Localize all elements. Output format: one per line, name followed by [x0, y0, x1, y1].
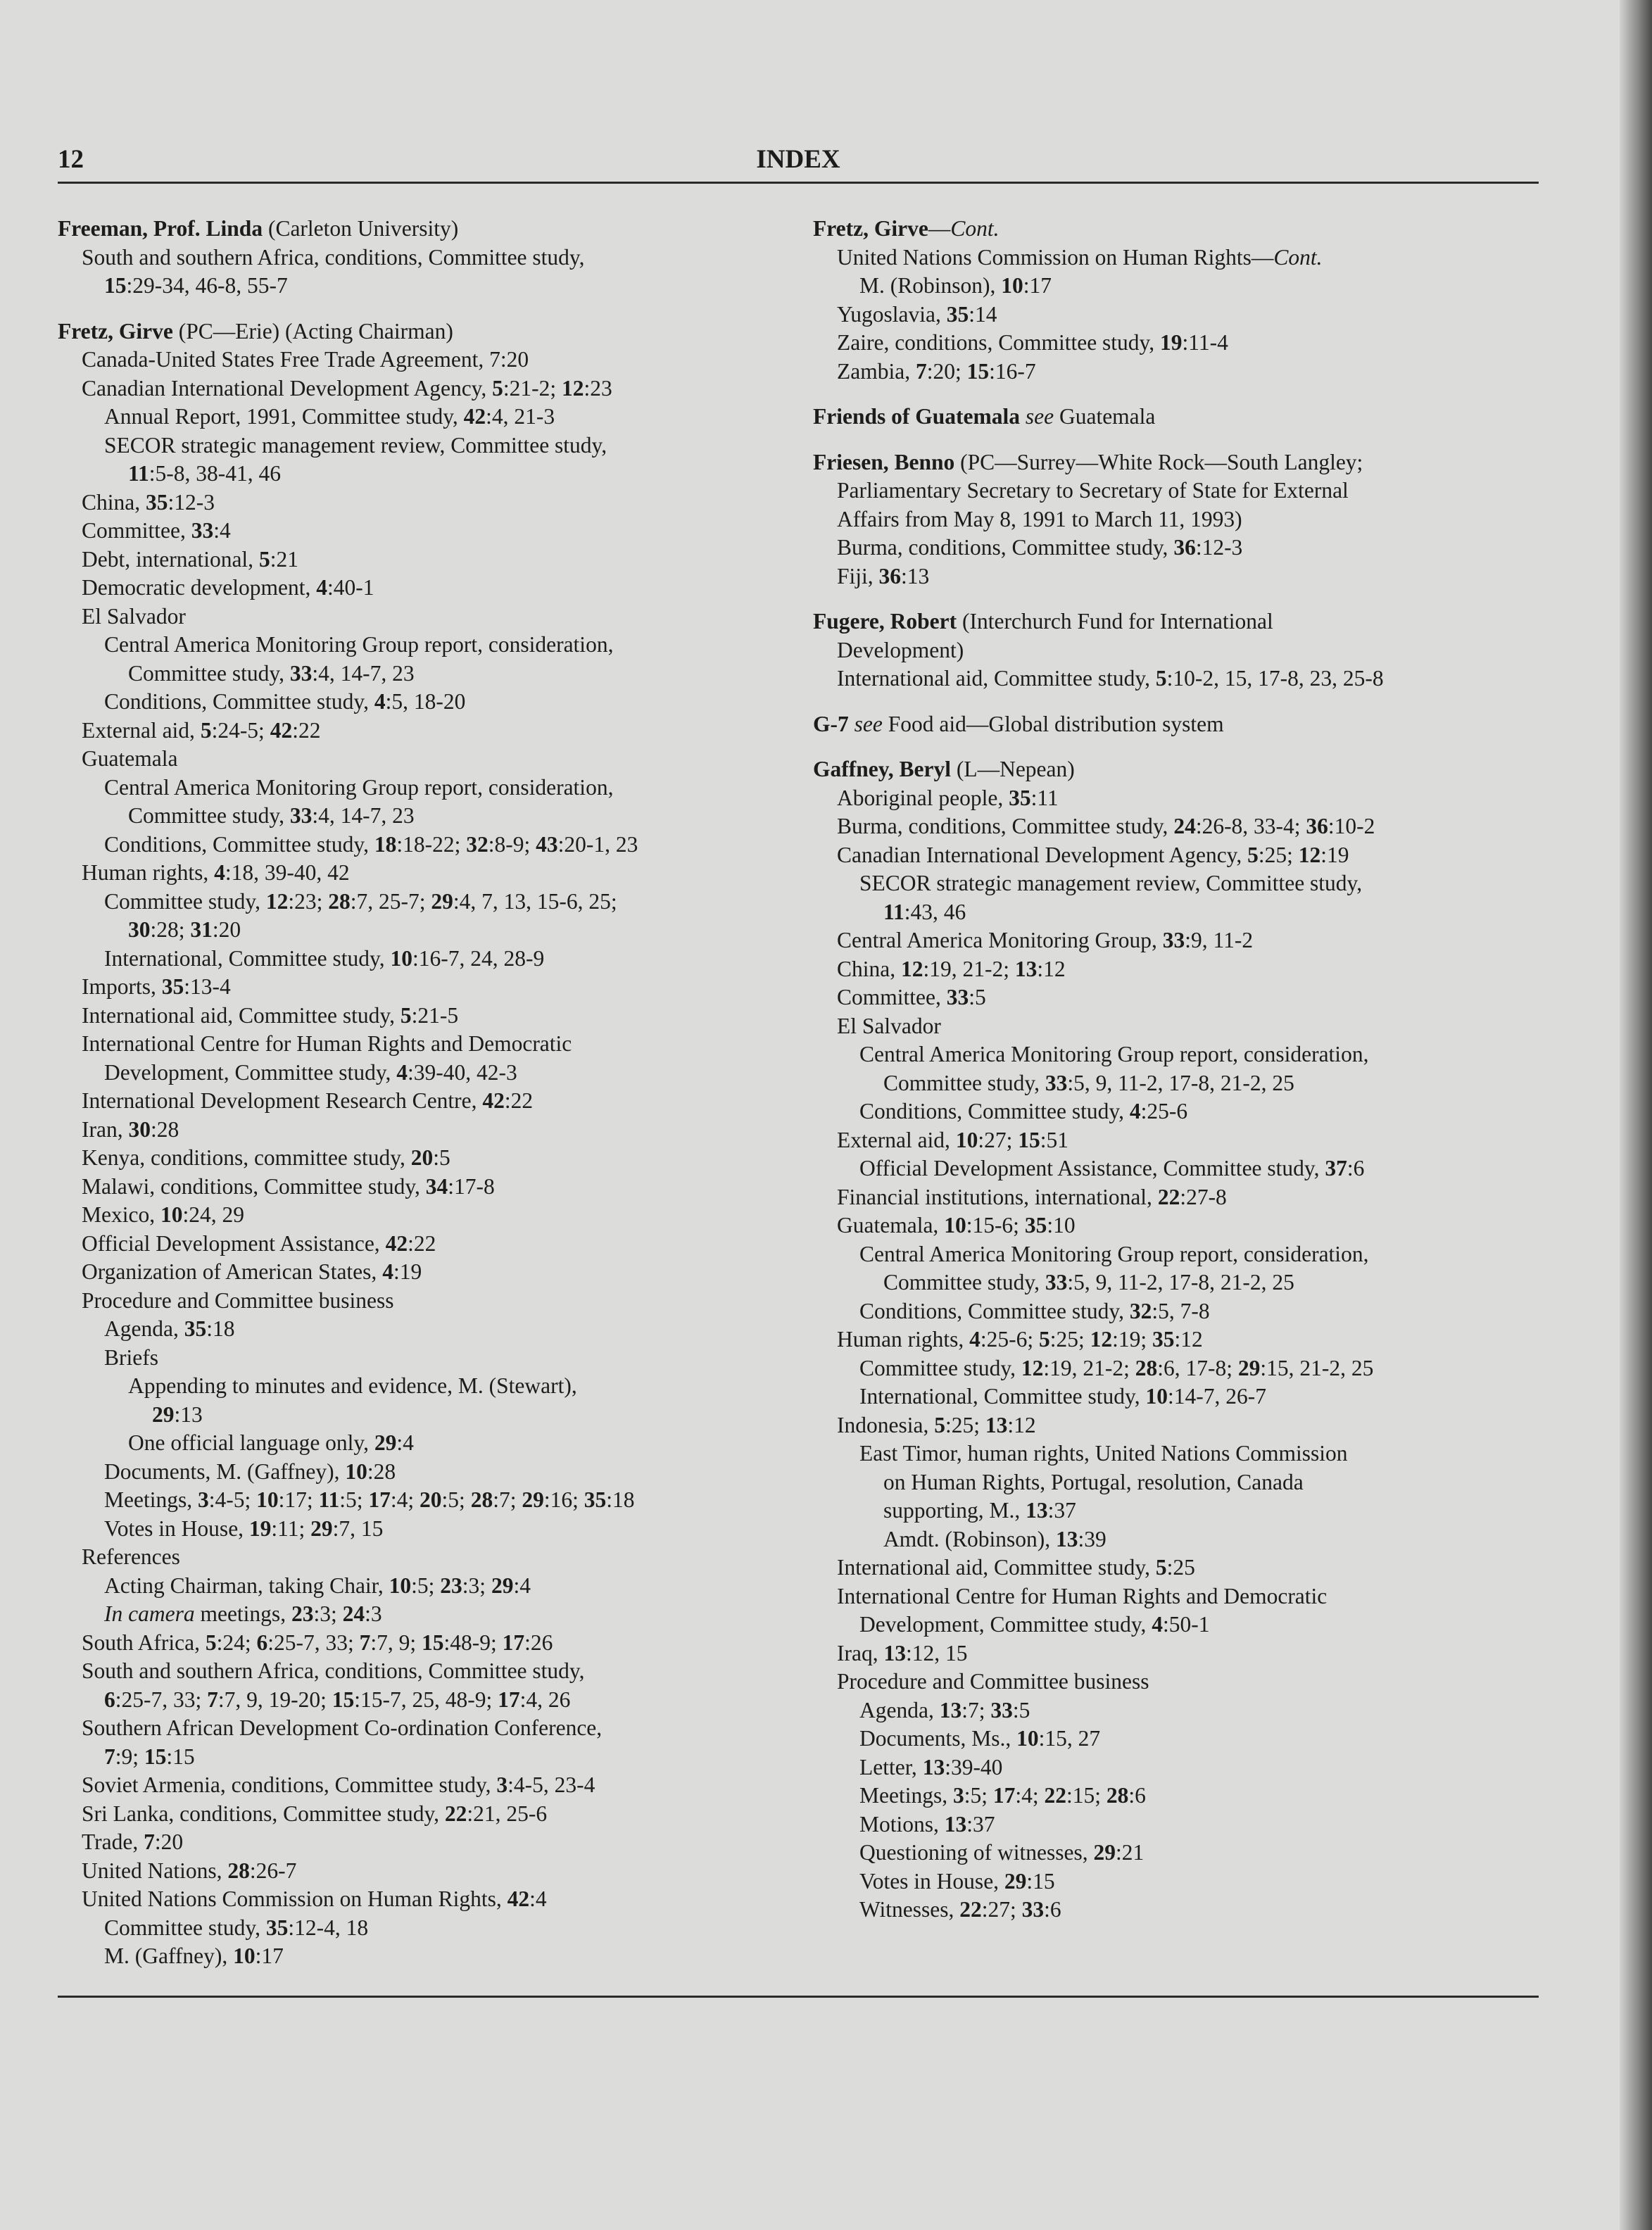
index-subentry-line: References: [82, 1544, 180, 1569]
index-subentry-line: supporting, M., 13:37: [883, 1498, 1076, 1523]
index-subentry-line: Development): [837, 637, 964, 662]
index-heading-line: Friesen, Benno (PC—Surrey—White Rock—South Langley;: [813, 449, 1363, 474]
index-heading-line: Fretz, Girve (PC—Erie) (Acting Chairman): [58, 318, 453, 344]
header-rule: [58, 182, 1539, 184]
index-subentry-line: Affairs from May 8, 1991 to March 11, 1993): [837, 506, 1242, 531]
index-subentry-line: 11:43, 46: [883, 899, 966, 924]
index-subentry-line: Committee, 33:5: [837, 985, 986, 1009]
index-subentry-line: Canadian International Development Agency, 5:21-2; 12:23: [82, 375, 612, 401]
index-entry: [58, 215, 783, 301]
index-entry: [58, 317, 783, 1971]
index-subentry-line: International aid, Committee study, 5:10-2, 15, 17-8, 23, 25-8: [837, 666, 1384, 691]
index-subentry-line: Soviet Armenia, conditions, Committee study, 3:4-5, 23-4: [82, 1772, 595, 1797]
page-number: 12: [58, 145, 84, 174]
index-subentry-line: Iraq, 13:12, 15: [837, 1640, 968, 1665]
index-heading-line: Friends of Guatemala see Guatemala: [813, 404, 1156, 429]
index-subentry-line: Fiji, 36:13: [837, 563, 930, 588]
index-subentry-line: 29:13: [152, 1401, 203, 1427]
index-subentry-line: Witnesses, 22:27; 33:6: [859, 1897, 1061, 1922]
index-subentry-line: Meetings, 3:5; 17:4; 22:15; 28:6: [859, 1783, 1146, 1808]
index-subentry-line: Democratic development, 4:40-1: [82, 575, 374, 600]
index-subentry-line: China, 12:19, 21-2; 13:12: [837, 956, 1066, 981]
index-subentry-line: Human rights, 4:18, 39-40, 42: [82, 860, 350, 885]
index-subentry-line: Briefs: [104, 1344, 158, 1370]
index-heading-line: G-7 see Food aid—Global distribution system: [813, 711, 1224, 736]
index-subentry-line: In camera meetings, 23:3; 24:3: [104, 1601, 382, 1626]
index-subentry-line: Agenda, 13:7; 33:5: [859, 1697, 1030, 1722]
index-subentry-line: Conditions, Committee study, 18:18-22; 32:8-9; 43:20-1, 23: [104, 831, 638, 857]
index-entry: [813, 403, 1538, 431]
index-subentry-line: 30:28; 31:20: [128, 917, 241, 942]
index-subentry-line: International aid, Committee study, 5:21-5: [82, 1002, 459, 1028]
index-column-right: [813, 215, 1538, 1941]
index-subentry-line: Guatemala, 10:15-6; 35:10: [837, 1213, 1076, 1237]
index-subentry-line: Yugoslavia, 35:14: [837, 301, 997, 327]
index-subentry-line: Central America Monitoring Group report, consideration,: [104, 632, 614, 657]
index-subentry-line: Burma, conditions, Committee study, 24:26-8, 33-4; 36:10-2: [837, 814, 1375, 838]
index-heading-line: Gaffney, Beryl (L—Nepean): [813, 757, 1075, 781]
index-subentry-line: Official Development Assistance, Committee study, 37:6: [859, 1156, 1365, 1180]
index-subentry-line: M. (Gaffney), 10:17: [104, 1944, 284, 1968]
index-subentry-line: Letter, 13:39-40: [859, 1754, 1003, 1779]
index-subentry-line: 11:5-8, 38-41, 46: [128, 461, 281, 486]
index-entry: [813, 448, 1538, 591]
index-subentry-line: Canada-United States Free Trade Agreement, 7:20: [82, 347, 529, 372]
book-spine-shadow: [1620, 0, 1652, 2230]
index-subentry-line: 6:25-7, 33; 7:7, 9, 19-20; 15:15-7, 25, 48-9; 17:4, 26: [104, 1687, 571, 1712]
index-subentry-line: Committee study, 33:5, 9, 11-2, 17-8, 21-2, 25: [883, 1070, 1294, 1095]
index-subentry-line: Meetings, 3:4-5; 10:17; 11:5; 17:4; 20:5; 28:7; 29:16; 35:18: [104, 1487, 635, 1512]
index-subentry-line: Kenya, conditions, committee study, 20:5: [82, 1145, 450, 1170]
index-column-left: [58, 215, 783, 1988]
index-subentry-line: One official language only, 29:4: [128, 1430, 414, 1455]
index-subentry-line: Conditions, Committee study, 4:5, 18-20: [104, 689, 466, 714]
index-subentry-line: El Salvador: [837, 1013, 941, 1038]
index-subentry-line: International Centre for Human Rights and Democratic: [82, 1031, 572, 1056]
index-subentry-line: Committee study, 35:12-4, 18: [104, 1915, 369, 1940]
index-subentry-line: Committee, 33:4: [82, 518, 231, 543]
index-subentry-line: on Human Rights, Portugal, resolution, Canada: [883, 1469, 1304, 1494]
page-header: [58, 144, 1539, 179]
index-subentry-line: SECOR strategic management review, Committee study,: [859, 871, 1363, 895]
index-subentry-line: United Nations Commission on Human Rights, 42:4: [82, 1886, 547, 1911]
index-subentry-line: South and southern Africa, conditions, Committee study,: [82, 244, 585, 270]
index-subentry-line: South Africa, 5:24; 6:25-7, 33; 7:7, 9; 15:48-9; 17:26: [82, 1630, 553, 1655]
index-heading-line: Fugere, Robert (Interchurch Fund for International: [813, 609, 1273, 634]
index-subentry-line: Procedure and Committee business: [837, 1669, 1149, 1694]
index-subentry-line: Central America Monitoring Group report, consideration,: [104, 774, 614, 800]
index-subentry-line: Financial institutions, international, 22:27-8: [837, 1184, 1227, 1209]
index-entry: [813, 215, 1538, 386]
index-subentry-line: Central America Monitoring Group report, consideration,: [859, 1042, 1369, 1066]
index-subentry-line: Votes in House, 19:11; 29:7, 15: [104, 1516, 384, 1541]
footer-rule: [58, 1996, 1539, 1998]
index-subentry-line: Development, Committee study, 4:39-40, 42-3: [104, 1059, 517, 1085]
index-subentry-line: Organization of American States, 4:19: [82, 1259, 422, 1284]
index-entry: [813, 607, 1538, 693]
index-subentry-line: Southern African Development Co-ordination Conference,: [82, 1715, 603, 1740]
index-subentry-line: Indonesia, 5:25; 13:12: [837, 1412, 1036, 1437]
index-subentry-line: United Nations, 28:26-7: [82, 1858, 297, 1883]
index-subentry-line: Official Development Assistance, 42:22: [82, 1230, 436, 1256]
index-subentry-line: International, Committee study, 10:14-7, 26-7: [859, 1384, 1266, 1409]
index-subentry-line: International Centre for Human Rights and Democratic: [837, 1583, 1328, 1608]
index-subentry-line: China, 35:12-3: [82, 489, 215, 515]
index-subentry-line: Aboriginal people, 35:11: [837, 785, 1059, 810]
index-subentry-line: Committee study, 33:4, 14-7, 23: [128, 803, 415, 828]
index-subentry-line: External aid, 5:24-5; 42:22: [82, 717, 321, 743]
index-subentry-line: Motions, 13:37: [859, 1811, 995, 1837]
index-subentry-line: External aid, 10:27; 15:51: [837, 1127, 1068, 1152]
index-subentry-line: Committee study, 12:23; 28:7, 25-7; 29:4, 7, 13, 15-6, 25;: [104, 888, 617, 914]
index-subentry-line: Acting Chairman, taking Chair, 10:5; 23:3; 29:4: [104, 1573, 531, 1598]
index-subentry-line: Conditions, Committee study, 4:25-6: [859, 1099, 1188, 1123]
index-subentry-line: Zaire, conditions, Committee study, 19:11-4: [837, 330, 1228, 355]
index-subentry-line: Human rights, 4:25-6; 5:25; 12:19; 35:12: [837, 1327, 1203, 1352]
index-subentry-line: Debt, international, 5:21: [82, 546, 298, 572]
index-subentry-line: Votes in House, 29:15: [859, 1868, 1055, 1894]
index-subentry-line: Documents, Ms., 10:15, 27: [859, 1726, 1101, 1751]
index-subentry-line: Committee study, 12:19, 21-2; 28:6, 17-8; 29:15, 21-2, 25: [859, 1355, 1374, 1380]
index-subentry-line: East Timor, human rights, United Nations Commission: [859, 1441, 1348, 1466]
index-heading-line: Freeman, Prof. Linda (Carleton University): [58, 216, 459, 241]
index-subentry-line: Questioning of witnesses, 29:21: [859, 1840, 1145, 1865]
index-entry: [813, 755, 1538, 1925]
index-subentry-line: 7:9; 15:15: [104, 1744, 195, 1769]
index-subentry-line: Committee study, 33:4, 14-7, 23: [128, 660, 415, 686]
index-subentry-line: Central America Monitoring Group report, consideration,: [859, 1241, 1369, 1266]
index-subentry-line: Sri Lanka, conditions, Committee study, 22:21, 25-6: [82, 1801, 548, 1826]
index-subentry-line: Procedure and Committee business: [82, 1287, 394, 1313]
index-subentry-line: United Nations Commission on Human Rights—Cont.: [837, 244, 1323, 270]
index-subentry-line: Parliamentary Secretary to Secretary of State for External: [837, 478, 1349, 503]
index-subentry-line: Zambia, 7:20; 15:16-7: [837, 358, 1036, 384]
index-subentry-line: Annual Report, 1991, Committee study, 42:4, 21-3: [104, 404, 555, 429]
index-heading-line: Fretz, Girve—Cont.: [813, 216, 1000, 241]
index-subentry-line: El Salvador: [82, 603, 186, 629]
index-subentry-line: Conditions, Committee study, 32:5, 7-8: [859, 1298, 1210, 1323]
index-subentry-line: Committee study, 33:5, 9, 11-2, 17-8, 21-2, 25: [883, 1270, 1294, 1294]
index-subentry-line: M. (Robinson), 10:17: [859, 273, 1052, 298]
index-subentry-line: Appending to minutes and evidence, M. (Stewart),: [128, 1373, 577, 1398]
index-subentry-line: South and southern Africa, conditions, Committee study,: [82, 1658, 585, 1683]
index-subentry-line: International, Committee study, 10:16-7, 24, 28-9: [104, 945, 545, 971]
index-subentry-line: Trade, 7:20: [82, 1829, 184, 1854]
index-subentry-line: Development, Committee study, 4:50-1: [859, 1612, 1210, 1637]
index-subentry-line: Amdt. (Robinson), 13:39: [883, 1526, 1106, 1551]
index-subentry-line: International aid, Committee study, 5:25: [837, 1555, 1195, 1580]
index-subentry-line: International Development Research Centre, 42:22: [82, 1088, 534, 1113]
page-title: INDEX: [756, 145, 840, 174]
index-subentry-line: Mexico, 10:24, 29: [82, 1202, 244, 1227]
index-subentry-line: Canadian International Development Agency, 5:25; 12:19: [837, 842, 1349, 867]
index-subentry-line: Iran, 30:28: [82, 1116, 179, 1142]
index-entry: [813, 710, 1538, 739]
index-subentry-line: Imports, 35:13-4: [82, 974, 231, 999]
index-subentry-line: 15:29-34, 46-8, 55-7: [104, 273, 288, 298]
index-subentry-line: Agenda, 35:18: [104, 1316, 235, 1341]
index-subentry-line: Documents, M. (Gaffney), 10:28: [104, 1459, 396, 1484]
index-subentry-line: Malawi, conditions, Committee study, 34:17-8: [82, 1173, 495, 1199]
index-subentry-line: Guatemala: [82, 746, 178, 771]
index-subentry-line: SECOR strategic management review, Committee study,: [104, 432, 607, 458]
index-subentry-line: Central America Monitoring Group, 33:9, 11-2: [837, 928, 1254, 952]
index-subentry-line: Burma, conditions, Committee study, 36:12-3: [837, 535, 1243, 560]
